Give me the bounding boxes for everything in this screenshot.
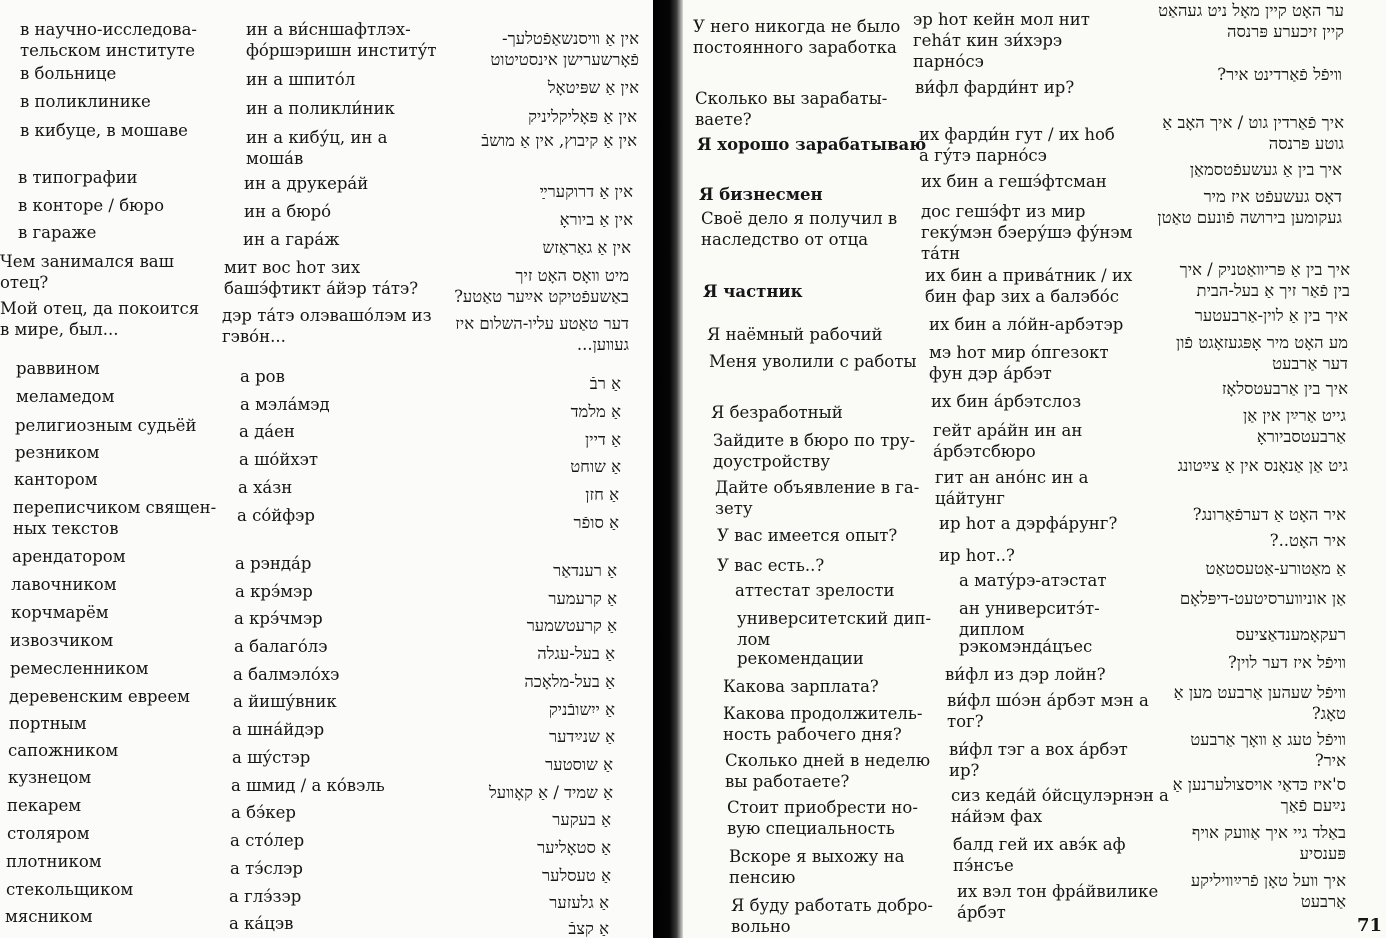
right-russian-entry: университетский дип- лом [737,609,932,649]
left-yiddish-entry: אין אַ שפּיטאָל [547,78,639,97]
right-translit-entry: сиз кеда́й о́йсцулэрнэн а на́йэм фах [951,786,1169,826]
right-russian-entry: У вас есть..? [717,556,825,575]
left-yiddish-entry: אַ קצבֿ [568,919,609,938]
left-russian-entry: портным [9,714,87,733]
right-yiddish-entry: ס'איז כּדאַי אויסצולערנען אַ נײַעם פֿאַך [1172,775,1346,815]
left-yiddish-entry: אַ בעל-מלאָכה [524,672,615,691]
left-russian-entry: в типографии [18,168,138,187]
left-translit-entry: дэр та́тэ олэвашо́лэм из гэво́н... [222,306,432,346]
left-translit-entry: а крэ́чмэр [234,609,323,628]
left-translit-entry: ин а гара́ж [243,230,340,249]
left-russian-entry: резником [15,443,100,462]
right-translit-entry: их бин а прива́тник / их бин фар зих а балэбо́с [925,266,1133,306]
right-yiddish-entry: גייט אַרײַן אין אַן אַרבעטסביוראָ [1242,406,1346,446]
left-yiddish-entry: אין אַ דרוקערײַ [539,182,633,201]
right-yiddish-entry: גיט אַן אַנאָנס אין אַ צײַטונג [1177,456,1348,475]
left-translit-entry: а тэ́слэр [230,859,303,878]
right-russian-entry: Я безработный [711,403,843,422]
right-translit-entry: их бин а гешэ́фтсман [921,172,1107,191]
left-translit-entry: а глэ́зэр [229,887,302,906]
left-translit-entry: а ров [240,367,285,386]
right-yiddish-entry: אַ מאַטורע-אַטעסטאַט [1205,559,1346,578]
left-yiddish-entry: אַ סטאָליער [537,838,611,857]
left-yiddish-entry: אַ סופֿר [573,513,619,532]
right-page [683,0,1386,938]
right-translit-entry: ир hот..? [939,546,1015,565]
right-translit-entry: мэ hот мир о́пгезокт фун дэр а́рбэт [929,343,1109,383]
right-yiddish-entry: אַן אוניװערסיטעט-דיפּלאָם [1179,589,1346,608]
left-yiddish-entry: אַ שוחט [570,457,621,476]
left-translit-entry: ин а друкера́й [244,174,369,193]
left-russian-entry: столяром [7,824,90,843]
left-yiddish-entry: אַ טעסלער [542,866,611,885]
left-russian-entry: Мой отец, да покоится в мире, был... [0,299,200,339]
left-translit-entry: ин а поликли́ник [246,99,395,118]
left-russian-entry: в больнице [20,64,117,83]
right-yiddish-entry: איך בין אַ פּריװאַטניק / איך בין פֿאַר זיך אַ בעל-הבית [1179,260,1350,300]
left-russian-entry: корчмарём [11,603,109,622]
right-yiddish-entry: איר האָט..? [1269,531,1346,550]
left-russian-entry: лавочником [11,575,117,594]
left-translit-entry: а мэла́мэд [240,395,330,414]
right-yiddish-entry: באַלד גיי איך אַװעק אויף פּענסיע [1191,823,1346,863]
left-yiddish-entry: אַ קרעמער [548,589,617,608]
left-russian-entry: арендатором [12,547,126,566]
right-russian-entry: Я частник [703,282,803,301]
left-yiddish-entry: אַ רבֿ [589,374,621,393]
left-yiddish-entry: דער טאַטע עליו-השלום איז געװען... [455,314,629,354]
right-russian-entry: рекомендации [737,649,864,668]
left-translit-entry: а крэ́мэр [235,582,313,601]
right-russian-entry: Стоит приобрести но- вую специальность [727,798,918,838]
right-translit-entry: ви́фл шо́эн а́рбэт мэн а тог? [947,691,1149,731]
right-translit-entry: ан университэ́т- диплом [959,599,1100,639]
right-yiddish-entry: װיפֿל איז דער לוין? [1227,653,1346,672]
left-translit-entry: ин а ви́сншафтлэх- фо́ршэришн институ́т [246,20,437,60]
right-russian-entry: Вскоре я выхожу на пенсию [729,847,905,887]
right-translit-entry: их вэл тон фра́йвилике а́рбэт [957,882,1159,922]
left-yiddish-entry: אין אַ פּאָליקליניק [528,107,637,126]
right-translit-entry: их фарди́н гут / их hоб а гу́тэ парно́сэ [919,125,1115,165]
left-russian-entry: Чем занимался ваш отец? [0,252,174,292]
right-yiddish-entry: איך װעל טאָן פֿרײַװיליקע אַרבעט [1190,871,1346,911]
right-russian-entry: Я буду работать добро- вольно [731,896,934,936]
left-yiddish-entry: אַ דיין [585,430,621,449]
right-yiddish-entry: איך פֿאַרדין גוט / איך האָב אַ גוטע פּרנסה [1162,113,1344,153]
left-russian-entry: в научно-исследова- тельском институте [20,20,198,60]
left-translit-entry: а рэнда́р [235,554,312,573]
page-number: 71 [1356,915,1382,936]
left-translit-entry: а ха́зн [238,478,293,497]
left-russian-entry: извозчиком [10,631,114,650]
right-russian-entry: аттестат зрелости [735,581,895,600]
right-translit-entry: рэкомэнда́цъес [959,637,1093,656]
left-yiddish-entry: אַ חזן [585,485,619,504]
right-russian-entry: Дайте объявление в га- зету [715,478,920,518]
right-translit-entry: эр hот кейн мол нит геhа́т кин зи́хэрэ парно́сэ [913,10,1090,71]
left-yiddish-entry: אַ בעל-עגלה [537,644,615,663]
left-yiddish-entry: אַ בעקער [552,810,611,829]
left-yiddish-entry: אַ רענדאַר [553,561,617,580]
right-yiddish-entry: דאָס געשעפֿט איז מיר געקומען בירושה פֿונעם טאַטן [1157,187,1342,227]
right-russian-entry: У вас имеется опыт? [717,526,898,545]
left-translit-entry: ин а кибу́ц, ин а моша́в [246,128,388,168]
left-russian-entry: в кибуце, в мошаве [20,121,188,140]
right-russian-entry: Своё дело я получил в наследство от отца [701,209,898,249]
right-yiddish-entry: ער האָט קיין מאָל ניט געהאַט קיין זיכערע פּרנסה [1158,1,1344,41]
right-russian-entry: Я хорошо зарабатываю [697,135,927,154]
left-russian-entry: пекарем [7,796,82,815]
right-yiddish-entry: איך בין אַ געשעפֿטסמאַן [1189,160,1342,179]
right-translit-entry: их бин а ло́йн-арбэтэр [929,315,1124,334]
left-yiddish-entry: אין אַ ביוראָ [559,210,633,229]
book-gutter [653,0,683,938]
right-russian-entry: Зайдите в бюро по тру- доустройству [713,431,916,471]
right-russian-entry: Меня уволили с работы [709,352,917,371]
left-yiddish-entry: אַ מלמד [570,402,621,421]
right-translit-entry: а мату́рэ-атэстат [959,571,1107,590]
right-russian-entry: Сколько дней в неделю вы работаете? [725,751,931,791]
left-russian-entry: ремесленником [10,659,149,678]
left-page [0,0,653,938]
left-yiddish-entry: מיט װאָס האָט זיך באַשעפֿטיקט אײַער טאַטע? [454,266,629,306]
left-russian-entry: переписчиком священ- ных текстов [13,498,217,538]
right-yiddish-entry: מע האָט מיר אָפּגעזאָגט פֿון דער אַרבעט [1176,333,1348,373]
right-yiddish-entry: איך בין אַרבעטסלאָז [1221,379,1348,398]
right-russian-entry: Какова зарплата? [723,677,879,696]
left-translit-entry: а балаго́лэ [234,637,328,656]
right-translit-entry: ви́фл тэг а вох а́рбэт ир? [949,740,1128,780]
left-translit-entry: а сто́лер [230,831,305,850]
left-translit-entry: ин а шпито́л [246,70,356,89]
left-russian-entry: кантором [14,470,98,489]
left-yiddish-entry: אין אַ גאַראַזש [542,238,631,257]
left-translit-entry: мит вос hот зих башэ́фтикт а́йэр та́тэ? [224,258,419,298]
left-russian-entry: раввином [16,359,100,378]
left-translit-entry: а да́ен [239,422,295,441]
right-translit-entry: балд гей их авэ́к аф пэ́нсъе [953,835,1126,875]
right-translit-entry: дос гешэ́фт из мир геку́мэн бэеру́шэ фу́нэм та́тн [921,202,1133,263]
left-translit-entry: а шна́йдэр [232,720,325,739]
left-translit-entry: а шмид / а ко́вэль [231,776,385,795]
right-yiddish-entry: איך בין אַ לוין-אַרבעטער [1194,306,1348,325]
left-yiddish-entry: אַ גלעזער [549,893,609,912]
left-yiddish-entry: אין אַ קיבוץ, אין אַ מושבֿ [481,131,637,150]
left-translit-entry: а со́йфэр [237,506,315,525]
left-russian-entry: плотником [6,852,102,871]
right-yiddish-entry: װיפֿל שעהען אַרבעט מען אַ טאָג? [1173,683,1346,723]
left-russian-entry: кузнецом [8,768,92,787]
right-russian-entry: Я наёмный рабочий [707,325,883,344]
left-yiddish-entry: אַ שמיד / אַ קאָװעל [489,783,613,802]
left-russian-entry: меламедом [16,387,115,406]
right-yiddish-entry: איר האָט אַ דערפֿאַרונג? [1192,505,1346,524]
right-russian-entry: Какова продолжитель- ность рабочего дня? [723,704,923,744]
right-yiddish-entry: װיפֿל טעג אַ װאָך אַרבעט איר? [1190,730,1346,770]
left-yiddish-entry: אַ שוסטער [545,755,613,774]
right-russian-entry: Сколько вы зарабаты- ваете? [695,89,888,129]
left-russian-entry: религиозным судьёй [15,416,197,435]
left-translit-entry: а шу́стэр [232,748,311,767]
left-russian-entry: в конторе / бюро [18,196,165,215]
right-translit-entry: их бин а́рбэтслоз [931,392,1082,411]
left-translit-entry: а шо́йхэт [239,450,319,469]
left-translit-entry: а ка́цэв [229,914,294,933]
left-russian-entry: в гараже [18,223,97,242]
left-russian-entry: деревенским евреем [9,687,190,706]
right-russian-entry: Я бизнесмен [699,185,823,204]
right-translit-entry: ви́фл из дэр лойн? [945,665,1106,684]
left-translit-entry: а балмэло́хэ [233,665,340,684]
right-translit-entry: гит ан ано́нс ин а ца́йтунг [935,468,1089,508]
left-translit-entry: а йишу́вник [233,692,337,711]
right-translit-entry: ви́фл фарди́нт ир? [915,78,1075,97]
left-russian-entry: стекольщиком [6,880,134,899]
right-translit-entry: гейт ара́йн ин ан а́рбэтсбюро [933,421,1083,461]
right-translit-entry: ир hот а дэрфа́рунг? [939,514,1118,533]
right-yiddish-entry: װיפֿל פֿאַרדינט איר? [1217,65,1342,84]
right-yiddish-entry: רעקאָמענדאַציעס [1235,625,1346,644]
right-russian-entry: У него никогда не было постоянного заработка [693,17,901,57]
left-russian-entry: в поликлинике [20,92,151,111]
left-russian-entry: сапожником [8,741,119,760]
left-translit-entry: ин а бюро́ [244,202,332,221]
left-yiddish-entry: אַ קרעטשמער [526,616,617,635]
left-yiddish-entry: אַ שנײַדער [548,727,615,746]
left-yiddish-entry: אַ ייִשובֿניק [548,700,615,719]
left-russian-entry: мясником [5,907,93,926]
left-translit-entry: а бэ́кер [231,803,296,822]
left-yiddish-entry: אין אַ װיסנשאַפֿטלעך- פֿאָרשערישן אינסטיטוט [490,29,639,69]
